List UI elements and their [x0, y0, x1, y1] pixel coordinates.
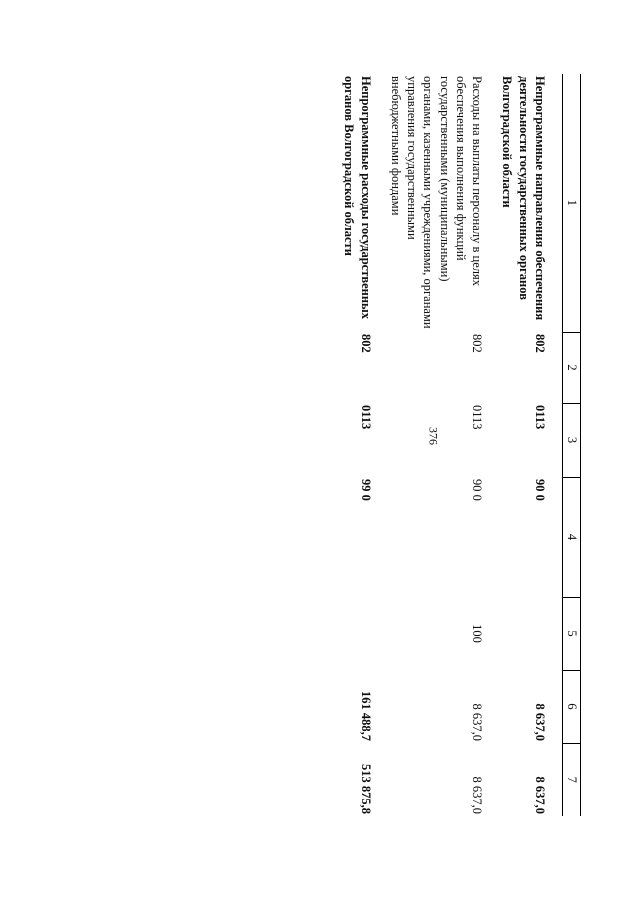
cell-col7: 513 875,8	[358, 764, 373, 814]
table-row	[499, 74, 548, 816]
row-name: Непрограммные расходы государственных органов Волгоградской области	[342, 76, 373, 320]
column-header: 1	[563, 74, 581, 332]
cell-col7: 8 637,0	[470, 776, 485, 814]
budget-table	[341, 74, 581, 816]
cell-col5	[341, 597, 374, 670]
cell-col7: 8 637,0	[533, 776, 547, 814]
column-header: 3	[563, 403, 581, 477]
cell-col6: 8 637,0	[533, 703, 547, 741]
cell-col4: 90 0	[470, 479, 485, 501]
column-header: 2	[563, 332, 581, 403]
cell-col3: 0113	[533, 405, 547, 430]
cell-col4: 99 0	[358, 479, 373, 501]
table-row	[388, 74, 486, 816]
column-header: 7	[563, 743, 581, 816]
cell-col6: 161 488,7	[358, 691, 373, 741]
column-header: 5	[563, 597, 581, 670]
cell-col2: 802	[358, 334, 373, 353]
cell-col2: 802	[470, 334, 485, 353]
column-header: 6	[563, 670, 581, 743]
cell-col4: 90 0	[533, 479, 547, 501]
cell-col2: 802	[533, 334, 547, 353]
column-header: 4	[563, 477, 581, 597]
cell-col6: 8 637,0	[470, 703, 485, 741]
page-number: 376	[426, 427, 441, 445]
cell-col5: 100	[470, 624, 485, 643]
budget-table-container	[56, 74, 581, 816]
cell-col3: 0113	[470, 405, 485, 430]
row-name: Непрограммные направления обеспечения деятельности государственных органов Волгоградской области	[500, 76, 547, 321]
cell-col3: 0113	[358, 405, 373, 430]
table-header-row	[563, 74, 581, 816]
table-row	[341, 74, 374, 816]
cell-col5	[499, 597, 548, 670]
row-name: Расходы на выплаты персоналу в целях обеспечения выполнения функций государственными (муниципальными) органами, казенными учреждениями, органами управления государственными внебюджетными фондами	[389, 76, 485, 329]
